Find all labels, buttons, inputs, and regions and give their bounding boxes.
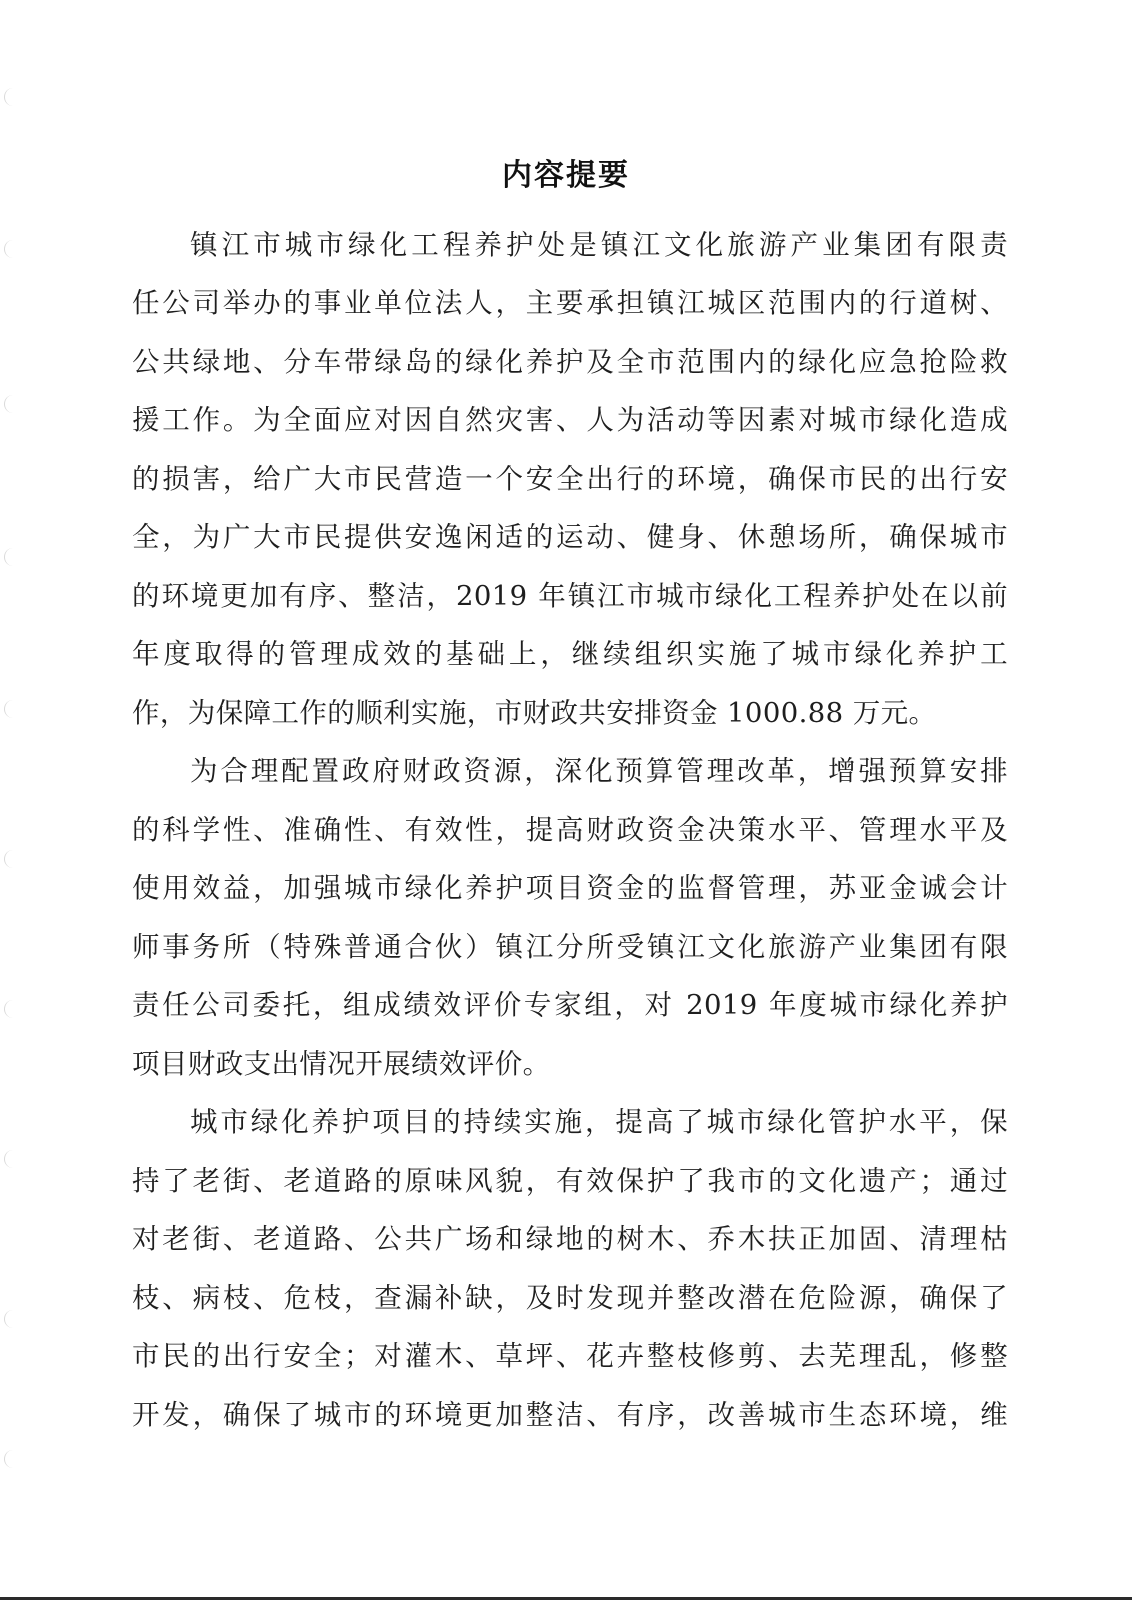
paragraph-2-line: 项目财政支出情况开展绩效评价。 [132,1048,551,1080]
binding-hole-mark [4,240,15,258]
paragraph-3-line: 枝、病枝、危枝，查漏补缺，及时发现并整改潜在危险源，确保了 [132,1282,1008,1314]
paragraph-1-line: 年度取得的管理成效的基础上，继续组织实施了城市绿化养护工 [132,638,1008,670]
binding-hole-mark [4,850,15,868]
paragraph-2-line: 使用效益，加强城市绿化养护项目资金的监督管理，苏亚金诚会计 [132,872,1008,904]
paragraph-2-line: 的科学性、准确性、有效性，提高财政资金决策水平、管理水平及 [132,814,1008,846]
paragraph-1-line: 全，为广大市民提供安逸闲适的运动、健身、休憩场所，确保城市 [132,521,1008,553]
paragraph-1-line: 任公司举办的事业单位法人，主要承担镇江城区范围内的行道树、 [132,287,1008,319]
paragraph-2-line: 责任公司委托，组成绩效评价专家组，对 2019 年度城市绿化养护 [132,989,1008,1021]
binding-hole-mark [4,1310,15,1328]
paragraph-2-line: 为合理配置政府财政资源，深化预算管理改革，增强预算安排 [190,755,1008,787]
paragraph-2-line: 师事务所（特殊普通合伙）镇江分所受镇江文化旅游产业集团有限 [132,931,1008,963]
paragraph-1-line: 援工作。为全面应对因自然灾害、人为活动等因素对城市绿化造成 [132,404,1008,436]
binding-hole-mark [4,1000,15,1018]
binding-hole-mark [4,395,15,413]
page-title: 内容提要 [502,158,630,193]
binding-hole-mark [4,88,15,106]
binding-hole-mark [4,1450,15,1468]
binding-hole-mark [4,700,15,718]
paragraph-1-line: 作，为保障工作的顺利实施，市财政共安排资金 1000.88 万元。 [132,697,937,729]
paragraph-1-line: 的环境更加有序、整洁，2019 年镇江市城市绿化工程养护处在以前 [132,580,1008,612]
paragraph-3-line: 持了老街、老道路的原味风貌，有效保护了我市的文化遗产；通过 [132,1165,1008,1197]
paragraph-3-line: 市民的出行安全；对灌木、草坪、花卉整枝修剪、去芜理乱，修整 [132,1340,1008,1372]
paragraph-3-line: 对老街、老道路、公共广场和绿地的树木、乔木扶正加固、清理枯 [132,1223,1008,1255]
paragraph-3-line: 城市绿化养护项目的持续实施，提高了城市绿化管护水平，保 [190,1106,1008,1138]
paragraph-1-line: 镇江市城市绿化工程养护处是镇江文化旅游产业集团有限责 [190,229,1008,261]
paragraph-1-line: 的损害，给广大市民营造一个安全出行的环境，确保市民的出行安 [132,463,1008,495]
paragraph-1-line: 公共绿地、分车带绿岛的绿化养护及全市范围内的绿化应急抢险救 [132,346,1008,378]
binding-hole-mark [4,1150,15,1168]
paragraph-3-line: 开发，确保了城市的环境更加整洁、有序，改善城市生态环境，维 [132,1399,1008,1431]
binding-hole-mark [4,548,15,566]
